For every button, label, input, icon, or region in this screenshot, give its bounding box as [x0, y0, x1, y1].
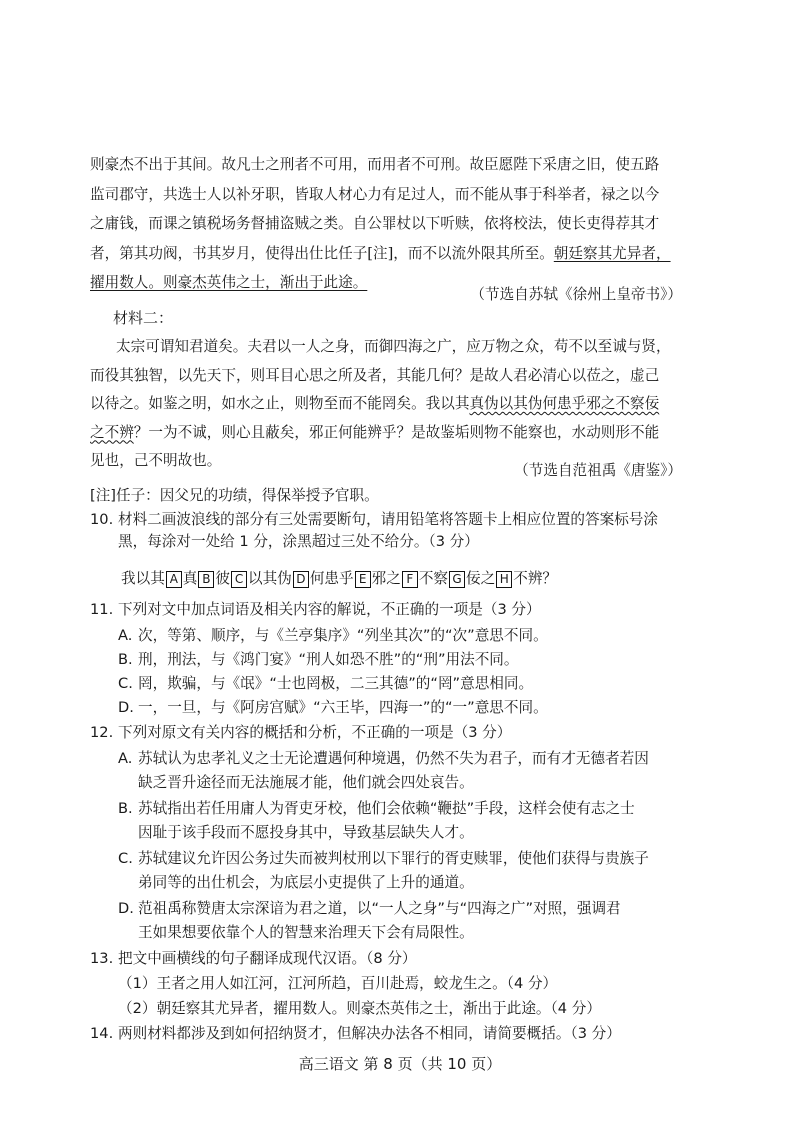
option-letter: D. [118, 699, 134, 716]
material1-line [90, 239, 702, 269]
option-d-cont: 王如果想要依靠个人的智慧来治理天下会有局限性。 [138, 924, 474, 941]
question-stem: 把文中画横线的句子翻译成现代汉语。（8 分） [118, 950, 417, 967]
material2-line-text: 以待之。如鉴之明，如水之止，则物至而不能罔矣。 [90, 395, 426, 412]
option-text: 一，一旦，与《阿房宫赋》“六王毕，四海一”的“一”意思不同。 [138, 699, 548, 716]
material1-passage [90, 150, 702, 298]
option-letter: A. [118, 627, 133, 644]
segment: 我以其 [121, 570, 165, 587]
question-number: 10. [90, 511, 114, 528]
answer-box[interactable]: F [402, 571, 418, 588]
option-b-cont: 因耻于该手段而不愿投身其中，导致基层缺失人才。 [138, 824, 474, 841]
option-c [118, 849, 649, 869]
material2-line [90, 419, 702, 448]
option-letter: D. [118, 900, 134, 917]
material1-line: 之庸钱，而课之镇税场务督捕盗贼之类。自公罪杖以下听赎，依将校法，使长吏得荐其才 [90, 215, 660, 232]
material2-line [90, 390, 702, 419]
question-10-cont: 黑，每涂对一处给 1 分，涂黑超过三处不给分。（3 分） [118, 533, 479, 550]
question-stem: 两则材料都涉及到如何招纳贤才，但解决办法各不相同，请简要概括。（3 分） [118, 1025, 621, 1042]
question-number: 14. [90, 1025, 114, 1042]
underlined-sentence: 朝廷察其尤异者， [553, 244, 671, 262]
option-letter: C. [118, 675, 133, 692]
material2-line: 见也，己不明故也。 [90, 452, 222, 469]
material1-line-text: 者，第其功阀，书其岁月，使得出仕比任子[注]，而不以流外限其所至。 [90, 244, 554, 262]
option-text: 罔，欺骗，与《氓》“士也罔极，二三其德”的“罔”意思相同。 [138, 675, 534, 692]
option-text: 刑，刑法，与《鸿门宴》“刑人如恐不胜”的“刑”用法不同。 [138, 651, 519, 668]
option-text: 范祖禹称赞唐太宗深谙为君之道，以“一人之身”与“四海之广”对照，强调君 [138, 900, 621, 917]
question-13-item-2: （2）朝廷察其尤异者，擢用数人。则豪杰英伟之士，渐出于此途。（4 分） [118, 1000, 601, 1017]
question-13-item-1: （1）王者之用人如江河，江河所趋，百川赴焉，蛟龙生之。（4 分） [118, 975, 558, 992]
question-number: 13. [90, 950, 114, 967]
option-letter: B. [118, 800, 133, 817]
answer-box[interactable]: A [166, 571, 182, 588]
answer-box[interactable]: C [231, 571, 247, 588]
option-b [118, 799, 635, 819]
answer-box[interactable]: E [355, 571, 371, 588]
option-text: 次，等第、顺序，与《兰亭集序》“列坐其次”的“次”意思不同。 [138, 627, 548, 644]
question-11 [90, 600, 541, 620]
option-a [118, 626, 548, 646]
answer-box[interactable]: G [449, 571, 465, 588]
option-text: 苏轼建议允许因公务过失而被判杖刑以下罪行的胥吏赎罪，使他们获得与贵族子 [138, 850, 649, 867]
question-number: 12. [90, 724, 114, 741]
question-stem: 下列对原文有关内容的概括和分析，不正确的一项是（3 分） [118, 724, 512, 741]
option-letter: C. [118, 850, 133, 867]
material2-line: 而役其独智，以先天下，则耳目心思之所及者，其能几何？是故人君必清心以莅之，虚己 [90, 366, 660, 384]
option-c [118, 674, 533, 694]
option-d [118, 899, 621, 919]
answer-box[interactable]: B [198, 571, 214, 588]
underlined-sentence: 擢用数人。则豪杰英伟之士，渐出于此途。 [90, 274, 368, 291]
segment: 不察 [418, 570, 449, 587]
option-a [118, 749, 649, 769]
segment: 佞之 [466, 570, 496, 587]
question-number: 11. [90, 601, 114, 618]
material2-source: （节选自范祖禹《唐鉴》） [514, 462, 682, 479]
option-letter: A. [118, 750, 133, 767]
option-text: 苏轼认为忠孝礼义之士无论遭遇何种境遇，仍然不失为君子，而有才无德者若因 [138, 750, 649, 767]
option-d [118, 698, 548, 718]
option-text: 苏轼指出若任用庸人为胥吏牙校，他们会依赖“鞭挞”手段，这样会使有志之士 [138, 800, 635, 817]
answer-box[interactable]: H [496, 571, 512, 588]
material1-line: 则豪杰不出于其间。故凡士之刑者不可用，而用者不可刑。故臣愿陛下采唐之旧，使五路 [90, 156, 660, 173]
material2-line-text: 我以其 [425, 395, 470, 412]
wavy-underlined-text: 真伪以其伪何患乎邪之不察佞 [469, 395, 660, 412]
question-14 [90, 1024, 621, 1044]
option-a-cont: 缺乏晋升途径而无法施展才能，他们就会四处哀告。 [138, 774, 474, 791]
segment: 以其伪 [248, 570, 292, 587]
footnote: [注]任子：因父兄的功绩，得保举授予官职。 [90, 487, 379, 504]
wavy-underlined-text: 之不辨 [90, 423, 134, 441]
option-c-cont: 弟同等的出仕机会，为底层小吏提供了上升的通道。 [138, 874, 474, 891]
segment: 真 [182, 570, 198, 587]
segment: 邪之 [371, 570, 401, 587]
segment: 彼 [215, 570, 231, 587]
question-10 [90, 510, 658, 530]
segment: 不辨？ [513, 570, 558, 587]
punctuation-choice-line [121, 567, 557, 588]
question-13 [90, 949, 417, 969]
segment: 何患乎 [309, 570, 354, 587]
material1-source: （节选自苏轼《徐州上皇帝书》） [470, 286, 682, 303]
material2-heading: 材料二： [113, 309, 174, 327]
option-letter: B. [118, 651, 133, 668]
material2-passage [90, 333, 702, 476]
answer-box[interactable]: D [293, 571, 309, 588]
question-12 [90, 723, 511, 743]
material2-line: 太宗可谓知君道矣。夫君以一人之身，而御四海之广，应万物之众，苟不以至诚与贤， [116, 338, 671, 355]
question-stem: 下列对文中加点词语及相关内容的解说，不正确的一项是（3 分） [118, 601, 541, 618]
question-stem: 材料二画波浪线的部分有三处需要断句，请用铅笔将答题卡上相应位置的答案标号涂 [118, 511, 658, 528]
material1-line: 监司郡守，共选士人以补牙职，皆取人材心力有足过人，而不能从事于科举者，禄之以今 [90, 185, 660, 203]
material2-line-text: ？一为不诚，则心且蔽矣，邪正何能辨乎？是故鉴垢则物不能察也，水动则形不能 [133, 423, 660, 441]
option-b [118, 650, 519, 670]
page-footer: 高三语文 第 8 页（共 10 页） [298, 1055, 502, 1073]
